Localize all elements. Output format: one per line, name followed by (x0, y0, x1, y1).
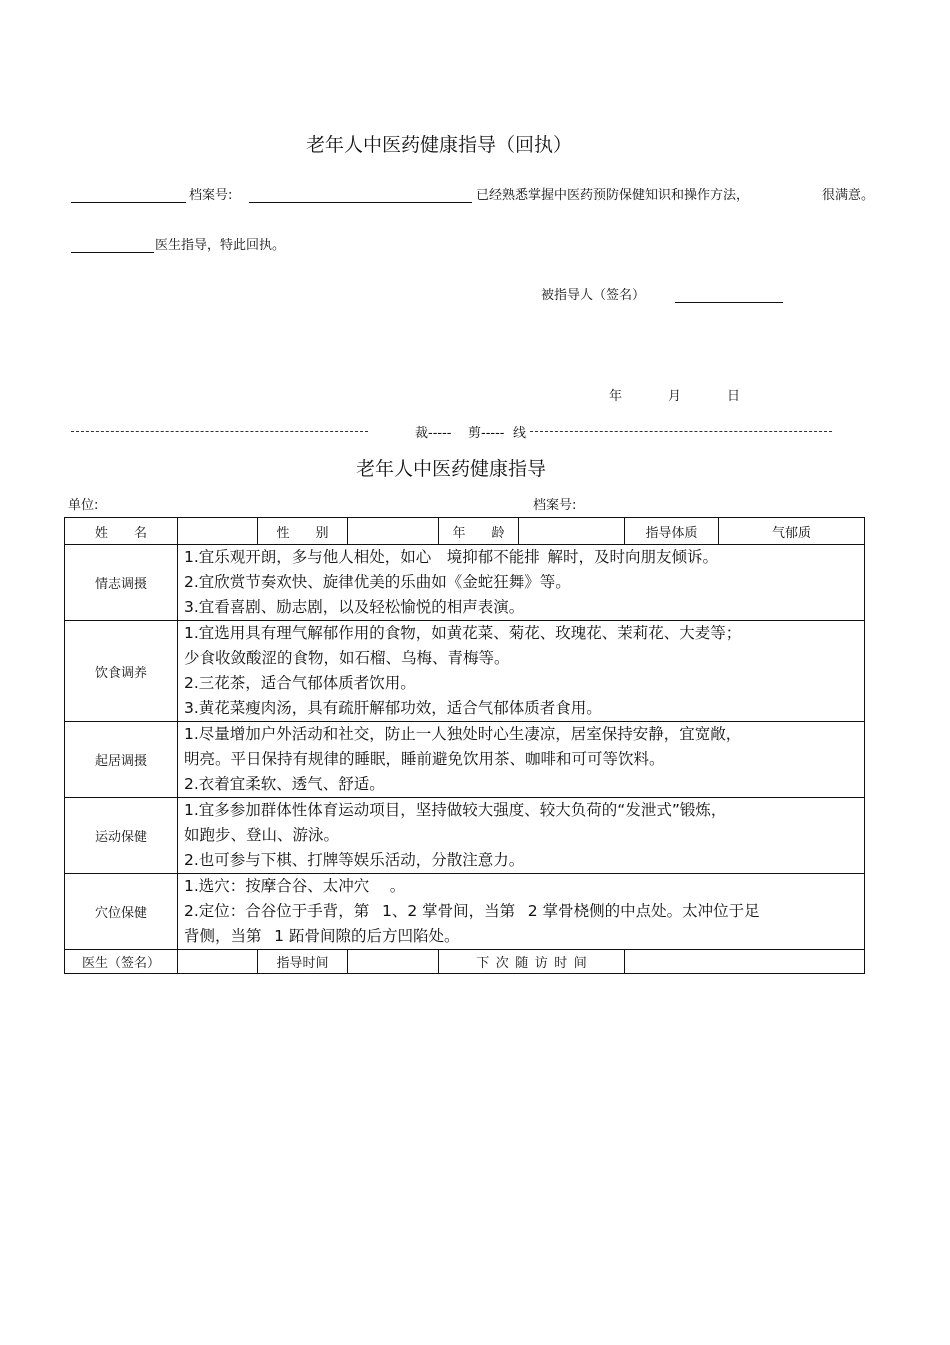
receipt-title: 老年人中医药健康指导（回执） (306, 134, 573, 156)
doctor-sign-cell[interactable] (178, 950, 258, 974)
name-value-cell[interactable] (178, 518, 258, 545)
gender-value-cell[interactable] (348, 518, 439, 545)
doctor-sign-label: 医生（签名） (65, 950, 178, 974)
section-line: 1.选穴：按摩合谷、太冲穴 。 (184, 877, 406, 895)
section-content (178, 874, 865, 950)
section-content (178, 621, 865, 722)
guidance-time-label: 指导时间 (258, 950, 348, 974)
cut-line-cai: 裁----- (415, 426, 452, 441)
gender-header: 性 别 (258, 518, 348, 545)
section-line: 少食收敛酸涩的食物，如石榴、乌梅、青梅等。 (184, 649, 510, 667)
archive-number-blank[interactable] (249, 202, 472, 203)
satisfied-text: 很满意。 (822, 188, 875, 203)
cut-line-right (530, 431, 832, 432)
cut-line-jian: 剪----- (468, 426, 505, 441)
section-line: 1.宜多参加群体性体育运动项目，坚持做较大强度、较大负荷的“发泄式”锻炼， (184, 801, 727, 819)
next-visit-cell[interactable] (625, 950, 865, 974)
section-content (178, 722, 865, 798)
name-blank[interactable] (71, 202, 186, 203)
cut-line-xian: 线 (513, 426, 527, 441)
mastered-text: 已经熟悉掌握中医药预防保健知识和操作方法， (476, 188, 750, 203)
constitution-value: 气郁质 (719, 518, 865, 545)
section-line: 如跑步、登山、游泳。 (184, 826, 340, 844)
date-year: 年 (609, 389, 623, 404)
section-line: 明亮。平日保持有规律的睡眠，睡前避免饮用茶、咖啡和可可等饮料。 (184, 750, 665, 768)
signee-label: 被指导人（签名） (541, 288, 646, 303)
date-month: 月 (668, 389, 682, 404)
age-header: 年 龄 (439, 518, 519, 545)
doctor-blank[interactable] (71, 252, 154, 253)
section-line: 3.黄花菜瘦肉汤，具有疏肝解郁功效，适合气郁体质者食用。 (184, 699, 602, 717)
section-line: 3.宜看喜剧、励志剧，以及轻松愉悦的相声表演。 (184, 598, 525, 616)
doctor-guidance-text: 医生指导，特此回执。 (155, 238, 286, 253)
next-visit-label: 下 次 随 访 时 间 (439, 950, 625, 974)
section-label: 起居调摄 (65, 722, 178, 798)
section-line: 2.衣着宜柔软、透气、舒适。 (184, 775, 385, 793)
section-line: 1.宜乐观开朗，多与他人相处，如心 境抑郁不能排 解时，及时向朋友倾诉。 (184, 548, 719, 566)
section-label: 饮食调养 (65, 621, 178, 722)
section-line: 1.宜选用具有理气解郁作用的食物，如黄花菜、菊花、玫瑰花、茉莉花、大麦等； (184, 624, 742, 642)
receipt-archive-label: 档案号: (189, 188, 233, 203)
name-header: 姓 名 (65, 518, 178, 545)
guidance-time-cell[interactable] (348, 950, 439, 974)
guide-archive-label: 档案号: (533, 498, 577, 513)
section-label: 情志调摄 (65, 545, 178, 621)
section-line: 2.三花茶，适合气郁体质者饮用。 (184, 674, 416, 692)
section-label: 穴位保健 (65, 874, 178, 950)
section-line: 2.也可参与下棋、打牌等娱乐活动，分散注意力。 (184, 851, 525, 869)
section-content (178, 798, 865, 874)
unit-label: 单位: (68, 498, 99, 513)
age-value-cell[interactable] (519, 518, 625, 545)
cut-line-left (71, 431, 368, 432)
section-line: 2.宜欣赏节奏欢快、旋律优美的乐曲如《金蛇狂舞》等。 (184, 573, 571, 591)
constitution-label: 指导体质 (625, 518, 719, 545)
guidance-table (64, 517, 865, 974)
section-label: 运动保健 (65, 798, 178, 874)
section-content (178, 545, 865, 621)
section-line: 2.定位：合谷位于手背，第 1、2 掌骨间，当第 2 掌骨桡侧的中点处。太冲位于足 (184, 902, 760, 920)
date-day: 日 (727, 389, 741, 404)
section-line: 1.尽量增加户外活动和社交，防止一人独处时心生凄凉，居室保持安静，宜宽敞， (184, 725, 742, 743)
section-line: 背侧，当第 1 跖骨间隙的后方凹陷处。 (184, 927, 460, 945)
guide-title: 老年人中医药健康指导 (356, 458, 547, 480)
signee-blank[interactable] (675, 302, 783, 303)
